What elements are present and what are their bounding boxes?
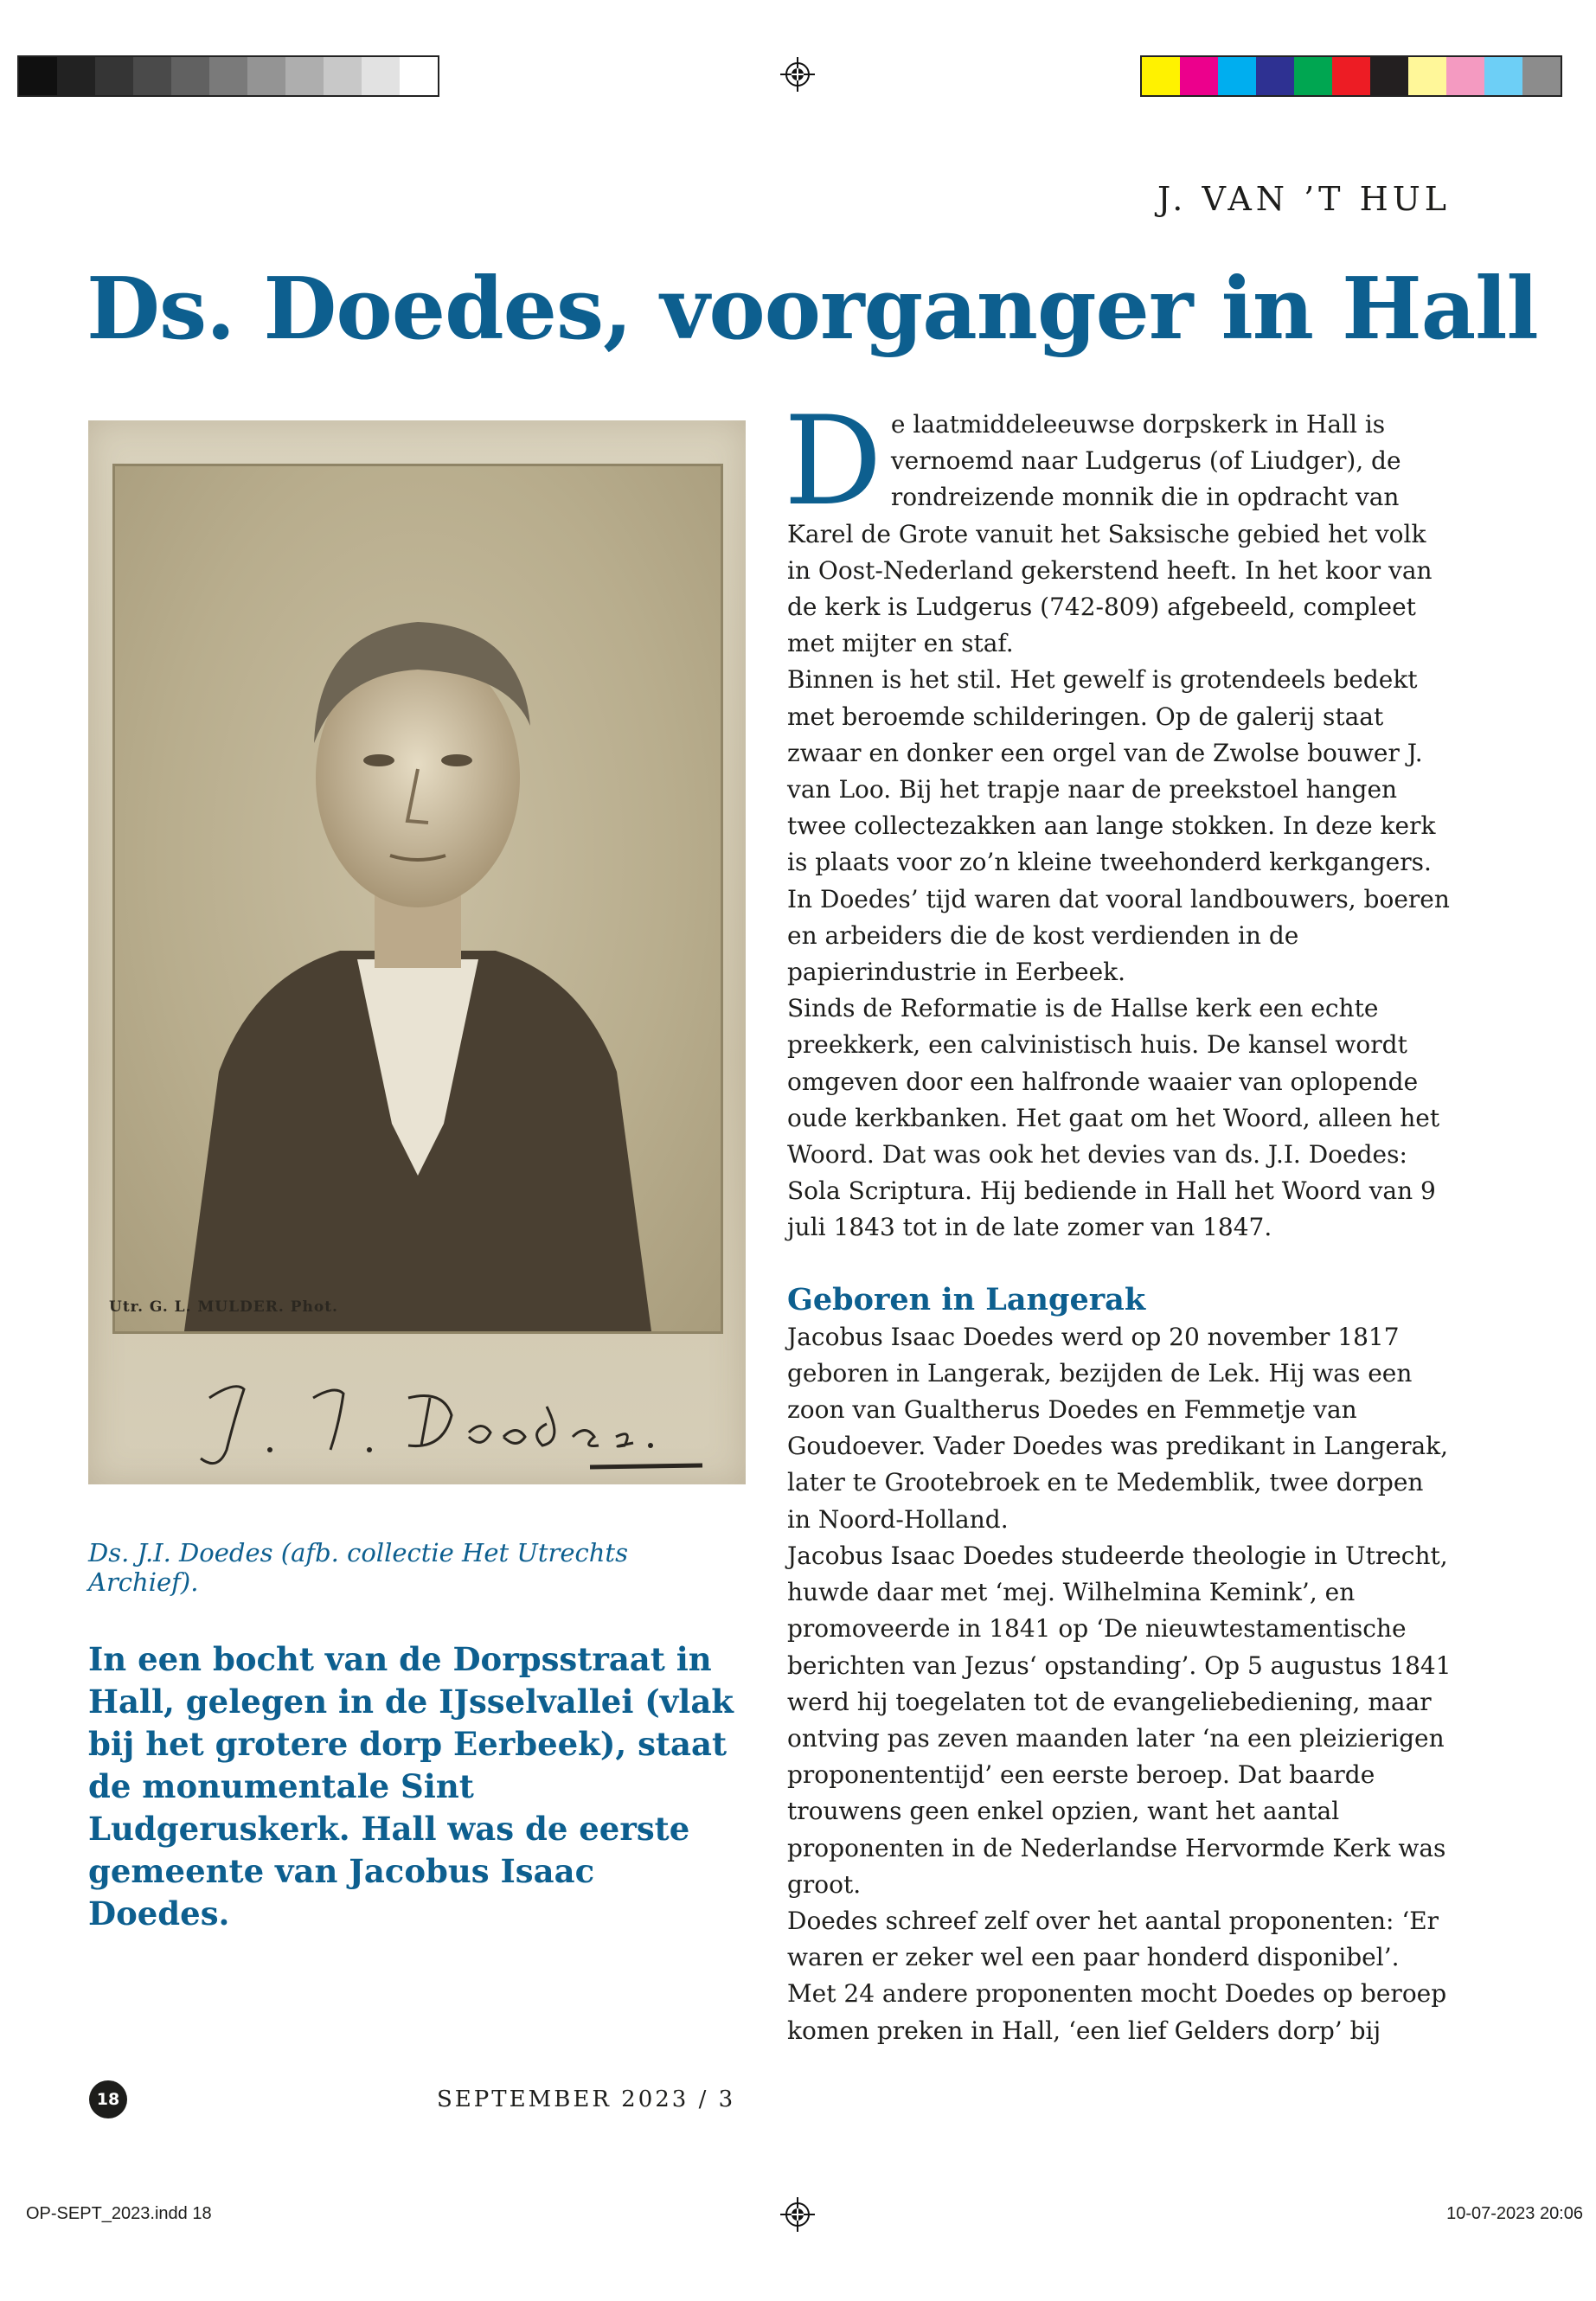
gray-step: [171, 57, 209, 95]
print-slug-filename: OP-SEPT_2023.indd 18: [26, 2204, 212, 2223]
grayscale-calibration-bar: [17, 55, 439, 97]
gray-step: [324, 57, 362, 95]
gray-step: [247, 57, 285, 95]
photo-caption: Ds. J.I. Doedes (afb. collectie Het Utrechts Archief).: [88, 1538, 628, 1597]
paragraph: Met 24 andere proponenten mocht Doedes op beroep komen preken in Hall, ‘een lief Gelders dorp’ bij: [787, 1979, 1447, 2045]
paragraph: Sinds de Reformatie is de Hallse kerk een echte preekkerk, een calvinistisch huis. De kansel wordt omgeven door een halfronde waaier van oplopende oude kerkbanken. Het gaat om het Woord, alleen het Woord. Dat was ook het devies van ds. J.I. Doedes: Sola Scriptura. Hij bediende in Hall het Woord van 9 juli 1843 tot in de late zomer van 1847.: [787, 994, 1440, 1242]
color-swatch: [1332, 57, 1370, 95]
photo-credit: Utr. G. L. MULDER. Phot.: [109, 1298, 338, 1316]
color-swatch: [1294, 57, 1332, 95]
color-swatch: [1180, 57, 1218, 95]
gray-step: [285, 57, 324, 95]
article-lede: In een bocht van de Dorpsstraat in Hall, gelegen in de IJsselvallei (vlak bij het grotere dorp Eerbeek), staat de monumentale Sint Ludgeruskerk. Hall was de eerste gemeente van Jacobus Isaac Doedes.: [88, 1640, 734, 1932]
paragraph: Jacobus Isaac Doedes werd op 20 november 1817 geboren in Langerak, bezijden de Lek. Hij was een zoon van Gualtherus Doedes en Femmetje van Goudoever. Vader Doedes was predikant in Langerak, later te Grootebroek en te Medemblik, twee dorpen in Noord-Holland.: [787, 1322, 1449, 1534]
paragraph-text: e laatmiddeleeuwse dorpskerk in Hall is vernoemd naar Ludgerus (of Liudger), de rondreizende monnik die in opdracht van Karel de Grote vanuit het Saksische gebied het volk in Oost-Nederland gekerstend heeft. In het koor van de kerk is Ludgerus (742-809) afgebeeld, compleet met mijter en staf.: [787, 410, 1433, 658]
article-title: Ds. Doedes, voorganger in Hall: [87, 260, 1538, 359]
color-swatch: [1142, 57, 1180, 95]
color-calibration-bar: [1140, 55, 1562, 97]
paragraph: Binnen is het stil. Het gewelf is grotendeels bedekt met beroemde schilderingen. Op de galerij staat zwaar en donker een orgel van de Zwolse bouwer J. van Loo. Bij het trapje naar de preekstoel hangen twee collectezakken aan lange stokken. In deze kerk is plaats voor zo’n kleine tweehonderd kerkgangers. In Doedes’ tijd waren dat vooral landbouwers, boeren en arbeiders die de kost verdienden in de papierindustrie in Eerbeek.: [787, 665, 1450, 987]
gray-step: [57, 57, 95, 95]
print-slug-timestamp: 10-07-2023 20:06: [1446, 2204, 1583, 2223]
gray-step: [19, 57, 57, 95]
drop-cap: D: [784, 390, 882, 533]
color-swatch: [1256, 57, 1294, 95]
paragraph: Doedes schreef zelf over het aantal proponenten: ‘Er waren er zeker wel een paar honderd disponibel’.: [787, 1906, 1439, 1972]
paragraph: Jacobus Isaac Doedes studeerde theologie in Utrecht, huwde daar met ‘mej. Wilhelmina Kemink’, en promoveerde in 1841 op ‘De nieuwtestamentische berichten van Jezus‘ opstanding’. Op 5 augustus 1841 werd hij toegelaten tot de evangeliebediening, maar ontving pas zeven maanden later ‘na een pleizierigen proponententijd’ een eerste beroep. Dat baarde trouwens geen enkel opzien, want het aantal proponenten in de Nederlandse Hervormde Kerk was groot.: [787, 1541, 1452, 1899]
color-swatch: [1218, 57, 1256, 95]
section-heading: Geboren in Langerak: [787, 1281, 1146, 1317]
gray-step: [95, 57, 133, 95]
color-swatch: [1522, 57, 1561, 95]
color-swatch: [1408, 57, 1446, 95]
gray-step: [362, 57, 400, 95]
registration-mark-icon: [780, 2197, 815, 2232]
color-swatch: [1446, 57, 1484, 95]
handwritten-signature: [183, 1363, 720, 1476]
page-number-badge: 18: [89, 2080, 127, 2118]
gray-step: [400, 57, 438, 95]
author-byline: J. VAN ’T HUL: [1157, 180, 1451, 218]
paragraph: [784, 390, 1453, 662]
portrait-image: [112, 464, 723, 1334]
registration-mark-icon: [780, 57, 815, 92]
issue-label: SEPTEMBER 2023 / 3: [437, 2086, 736, 2112]
gray-step: [133, 57, 171, 95]
color-swatch: [1370, 57, 1408, 95]
gray-step: [209, 57, 247, 95]
color-swatch: [1484, 57, 1522, 95]
portrait-photo: [88, 420, 746, 1484]
article-body: [784, 390, 1453, 2049]
